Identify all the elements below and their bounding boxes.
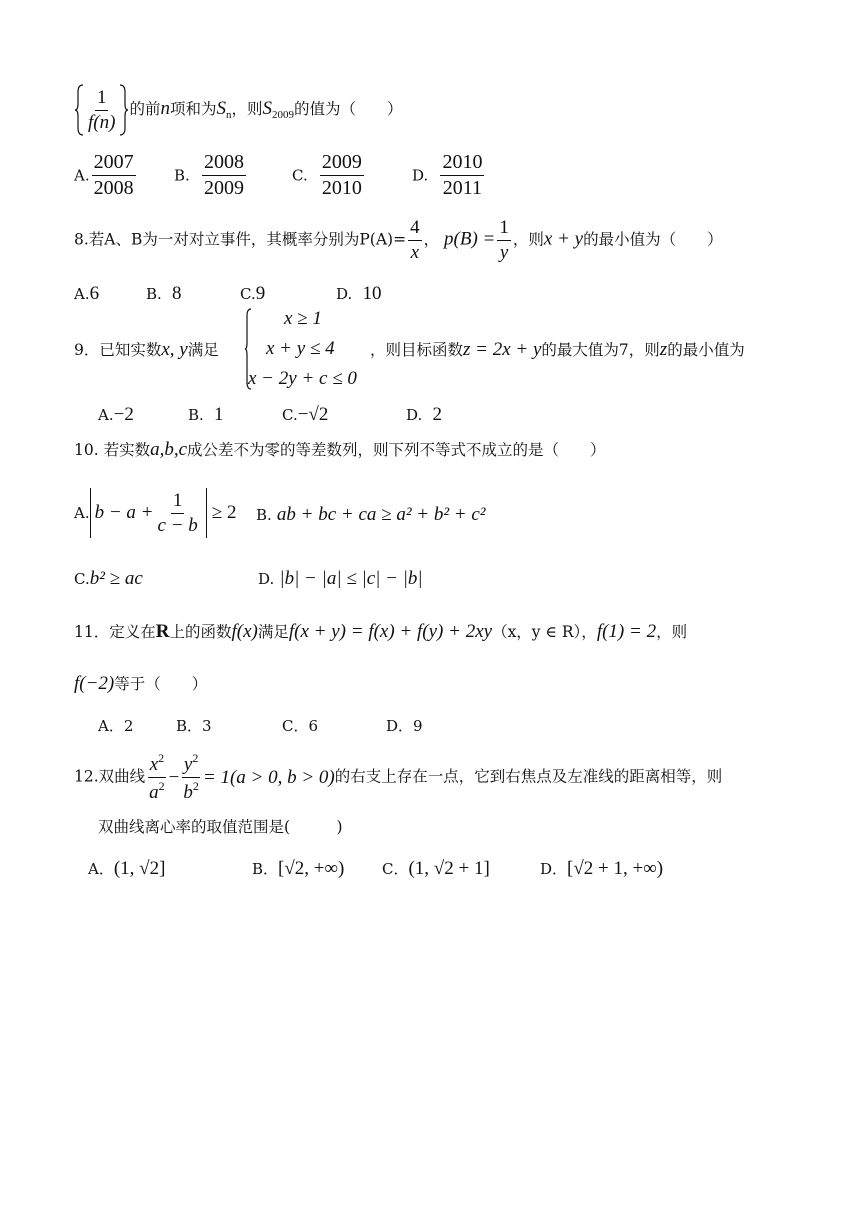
q11-f1: f(1) = 2 <box>596 621 657 642</box>
q9-zexpr: z = 2x + y <box>463 339 542 360</box>
right-brace-icon <box>119 84 129 136</box>
q8-f2-num: 1 <box>497 218 511 241</box>
q7-option-a[interactable]: A. $\frac{2007}{2008}$ <box>74 151 134 199</box>
q8-line <box>74 218 723 263</box>
q7-fraction <box>86 88 117 133</box>
q7-text4: 的值为（ ） <box>293 100 403 118</box>
q7-S: $S_n$ <box>216 98 232 121</box>
q11-line2 <box>74 674 207 693</box>
q12-text2: 的右支上存在一点，它到右焦点及左准线的距离相等，则 <box>334 767 723 786</box>
q12-option-a[interactable]: A．(1, √2] <box>88 858 166 879</box>
q11-R: R <box>155 621 170 642</box>
q9-constraint-2: x + y ≤ 4 <box>266 338 335 359</box>
left-brace-icon <box>74 84 84 136</box>
q12-option-d[interactable]: D．[√2 + 1, +∞) <box>540 858 664 879</box>
q9-text3: ，则目标函数 <box>370 341 464 359</box>
q9-line <box>74 340 219 359</box>
q9-constraint-system <box>244 308 364 392</box>
q8-option-c[interactable]: C.9 <box>240 283 266 304</box>
q11-fx: f(x) <box>231 621 258 642</box>
q7-option-c[interactable]: C. $\frac{2009}{2010}$ <box>292 151 362 199</box>
q10-option-a[interactable]: A. b − a + $\frac{1}{c - b}$ ≥ 2 <box>74 488 237 538</box>
q8-text3: ，则 <box>512 230 544 249</box>
q9-constraint-1: x ≥ 1 <box>284 308 322 329</box>
q12-line2: 双曲线离心率的取值范围是( ) <box>98 818 343 836</box>
q8-f1-den: x <box>410 241 420 263</box>
q10-abs: b − a + $\frac{1}{c - b}$ <box>90 488 207 538</box>
q7-c-den: 2010 <box>321 177 362 199</box>
q7-d-num: 2010 <box>440 152 484 176</box>
q7-d-den: 2011 <box>442 177 483 199</box>
q12-line: 12.双曲线 $\frac{x^2}{a^2}$ − $\frac{y^2}{b^2}$ = 1(a > 0, b > 0)的右支上存在一点，它到右焦点及左准线的距离相等，则 <box>74 751 723 803</box>
q11-option-b[interactable]: B．3 <box>176 717 212 735</box>
q7-S2009: $S_{2009}$ <box>262 98 294 121</box>
q8-expr: x + y <box>543 228 584 250</box>
q11-option-d[interactable]: D．9 <box>386 717 423 735</box>
q10-text2: 成公差不为零的等差数列，则下列不等式不成立的是（ ） <box>187 441 606 459</box>
q11-text1: 11．定义在 <box>74 623 156 641</box>
q12-option-c[interactable]: C．(1, √2 + 1] <box>382 858 490 879</box>
q12-eq: = 1(a > 0, b > 0) <box>202 766 335 788</box>
q11-f-2: f(−2) <box>74 673 115 694</box>
q7-frac-num: 1 <box>95 88 109 111</box>
q9-option-b[interactable]: B. 1 <box>188 404 224 425</box>
q11-option-a[interactable]: A．2 <box>98 717 134 735</box>
q7-text2: 项和为 <box>169 100 217 118</box>
q8-option-a[interactable]: A.6 <box>74 283 100 304</box>
q8-option-d[interactable]: D. 10 <box>336 283 382 304</box>
q7-text3: ，则 <box>231 100 263 118</box>
q10-option-c[interactable]: C.b² ≥ ac <box>74 568 143 589</box>
q8-option-b[interactable]: B. 8 <box>146 283 182 304</box>
q10-vars: a,b,c <box>150 439 188 460</box>
q10-option-d[interactable]: D. |b| − |a| ≤ |c| − |b| <box>258 568 423 589</box>
q9-text2: 满足 <box>187 341 219 359</box>
q9-text1: 9．已知实数 <box>74 341 162 359</box>
q7-text1: 的前 <box>129 100 161 118</box>
q7-b-den: 2009 <box>203 177 244 199</box>
q7-option-d[interactable]: D. $\frac{2010}{2011}$ <box>412 151 483 199</box>
q11-text4: （x，y ∈ R）， <box>492 623 597 641</box>
q7-a-num: 2007 <box>92 152 136 176</box>
q11-option-c[interactable]: C．6 <box>282 717 319 735</box>
q8-text4: 的最小值为（ ） <box>583 230 723 249</box>
q9-line-right <box>370 340 745 359</box>
q7-a-den: 2008 <box>93 177 134 199</box>
q10-line <box>74 440 606 459</box>
q9-option-d[interactable]: D. 2 <box>406 404 442 425</box>
q8-pb: p(B) = <box>444 228 496 250</box>
q9-option-c[interactable]: C.−√2 <box>282 404 329 425</box>
q7-line <box>74 84 403 136</box>
q7-option-b[interactable]: B. $\frac{2008}{2009}$ <box>174 151 244 199</box>
q10-option-b[interactable]: B. ab + bc + ca ≥ a² + b² + c² <box>256 504 486 525</box>
q11-eq: f(x + y) = f(x) + f(y) + 2xy <box>288 621 493 642</box>
q9-text5: 的最小值为 <box>667 341 745 359</box>
q11-text2: 上的函数 <box>169 623 232 641</box>
q11-line <box>74 622 687 641</box>
q9-option-a[interactable]: A.−2 <box>98 404 134 425</box>
q9-text4: 的最大值为7，则 <box>541 341 660 359</box>
q9-z: z <box>659 339 668 360</box>
q8-f1-num: 4 <box>408 218 422 241</box>
q9-vars: x, y <box>161 339 188 360</box>
q12-text1: 12.双曲线 <box>74 767 146 786</box>
q8-text1: 8.若A、B为一对对立事件，其概率分别为P(A)= <box>74 230 407 249</box>
q8-f2-den: y <box>499 241 509 263</box>
q7-n: n <box>160 98 170 119</box>
q11-text5: ，则 <box>656 623 688 641</box>
q12-option-b[interactable]: B．[√2, +∞) <box>252 858 345 879</box>
q8-text2: ， <box>423 230 440 249</box>
q7-frac-den: f(n) <box>88 111 116 133</box>
q10-text1: 10. 若实数 <box>74 441 151 459</box>
q11-text3: 满足 <box>257 623 289 641</box>
q7-c-num: 2009 <box>320 152 364 176</box>
q11-line2-text: 等于（ ） <box>114 675 208 693</box>
q9-constraint-3: x − 2y + c ≤ 0 <box>248 368 357 389</box>
q7-b-num: 2008 <box>202 152 246 176</box>
